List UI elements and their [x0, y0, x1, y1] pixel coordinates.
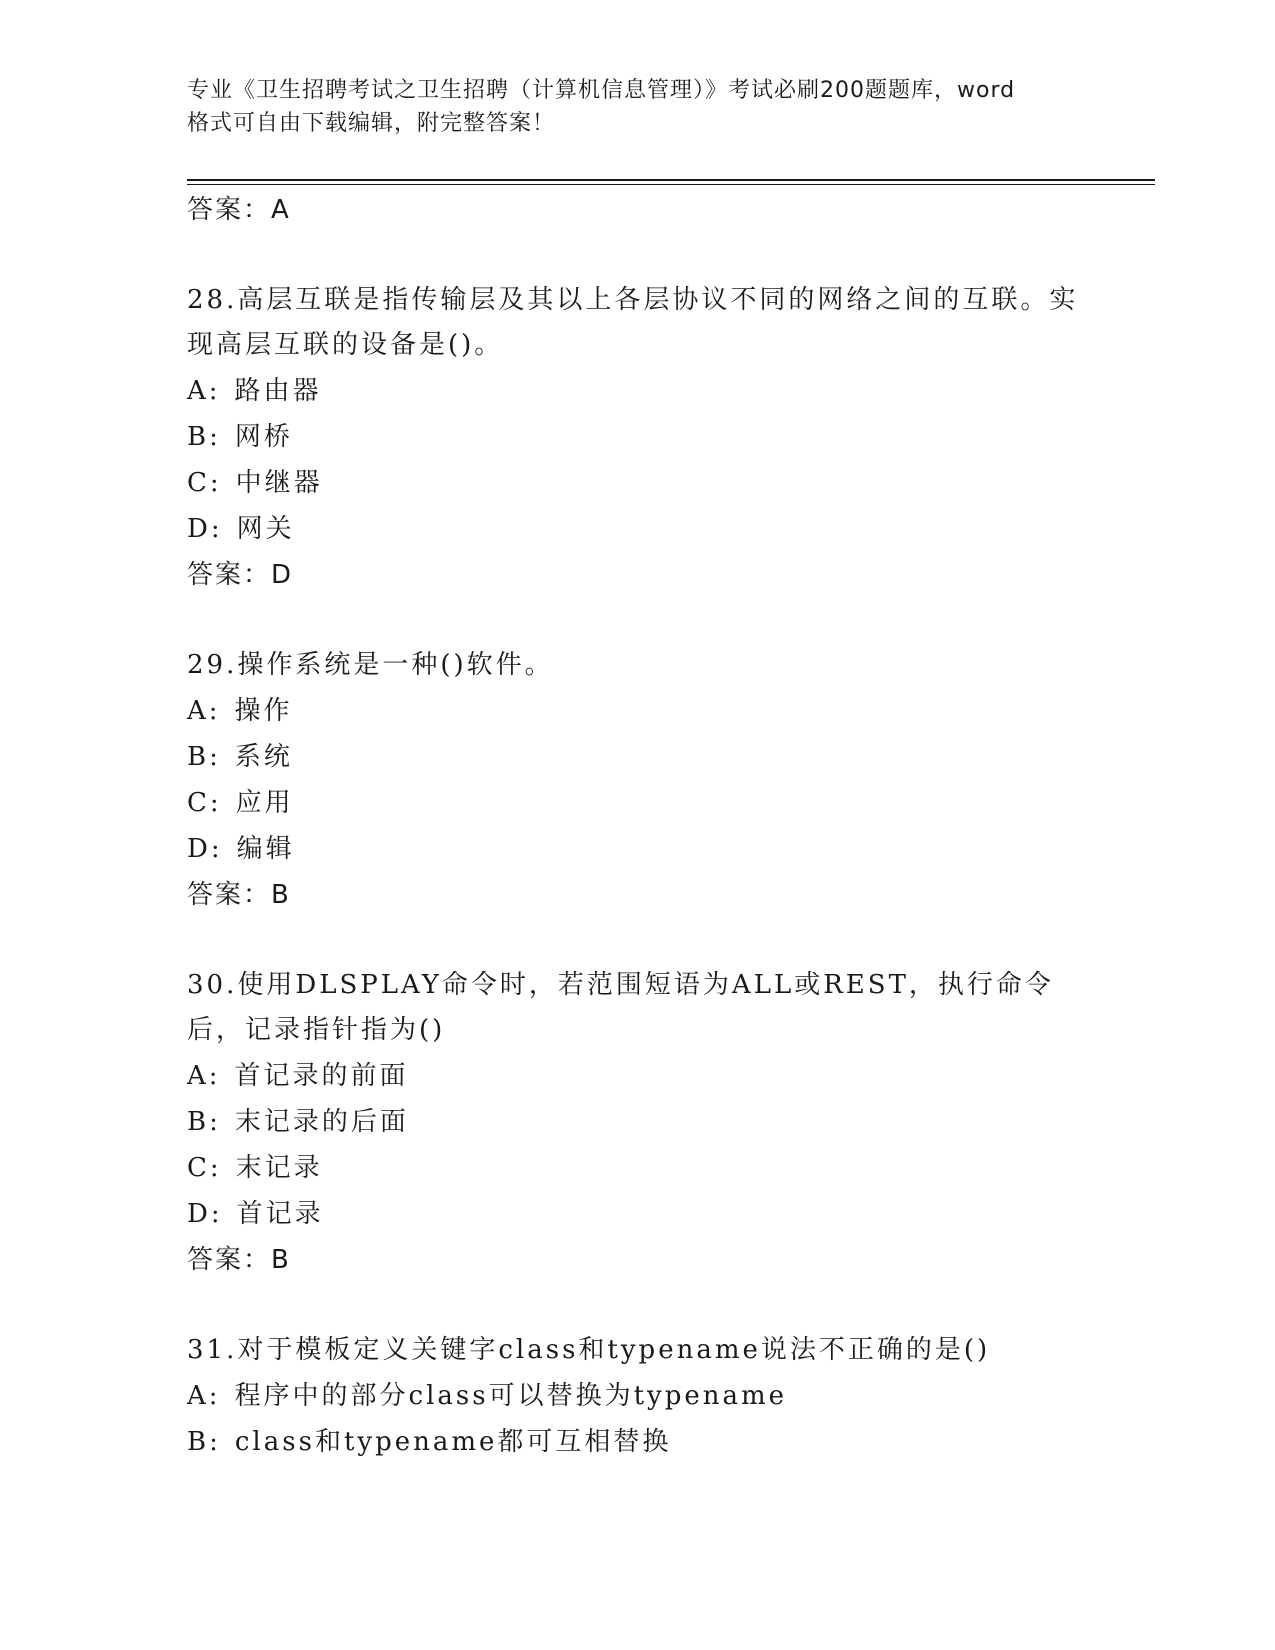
option-text: 中继器 [235, 468, 323, 498]
option-d [187, 506, 1155, 552]
option-letter: C: [187, 788, 222, 818]
option-text: 路由器 [234, 376, 322, 406]
option-text: 网桥 [234, 422, 293, 452]
answer-line [187, 552, 1155, 598]
option-letter: A: [187, 696, 221, 726]
answer-value: A [271, 195, 289, 225]
option-b [187, 1099, 1155, 1145]
option-letter: D: [187, 514, 223, 544]
option-text: 首记录 [236, 1199, 324, 1229]
option-letter: B: [187, 742, 221, 772]
question-text: 28.高层互联是指传输层及其以上各层协议不同的网络之间的互联。实现高层互联的设备是()。 [187, 285, 1079, 360]
answer-line [187, 872, 1155, 918]
option-text: 系统 [234, 742, 293, 772]
answer-value: B [271, 880, 289, 910]
option-c [187, 460, 1155, 506]
answer-label: 答案： [187, 1245, 272, 1275]
option-b [187, 414, 1155, 460]
option-text: 首记录的前面 [234, 1061, 409, 1091]
option-a [187, 1373, 1155, 1419]
option-letter: A: [187, 1061, 221, 1091]
answer-value: D [271, 560, 292, 590]
option-text: class和typename都可互相替换 [234, 1427, 672, 1457]
option-letter: B: [187, 1107, 221, 1137]
option-c [187, 780, 1155, 826]
option-text: 应用 [235, 788, 294, 818]
option-letter: A: [187, 1381, 221, 1411]
answer-label: 答案： [187, 880, 272, 910]
question-block [187, 278, 1155, 598]
option-text: 网关 [236, 514, 295, 544]
document-header [187, 74, 1087, 140]
question-text: 29.操作系统是一种()软件。 [187, 650, 554, 680]
option-letter: D: [187, 1199, 223, 1229]
option-c [187, 1145, 1155, 1191]
option-b [187, 1419, 1155, 1465]
question-block [187, 963, 1155, 1283]
option-letter: D: [187, 834, 223, 864]
option-text: 末记录 [235, 1153, 323, 1183]
question-text: 31.对于模板定义关键字class和typename说法不正确的是() [187, 1335, 991, 1365]
option-a [187, 688, 1155, 734]
answer-label: 答案： [187, 195, 272, 225]
option-letter: B: [187, 422, 221, 452]
header-divider-thick [187, 179, 1155, 181]
option-text: 操作 [234, 696, 293, 726]
option-text: 末记录的后面 [234, 1107, 409, 1137]
answer-line [187, 187, 1155, 233]
header-divider-thin [187, 184, 1155, 185]
option-a [187, 1053, 1155, 1099]
option-letter: B: [187, 1427, 221, 1457]
question-block [187, 1328, 1155, 1465]
option-d [187, 1191, 1155, 1237]
option-text: 编辑 [236, 834, 295, 864]
option-letter: A: [187, 376, 221, 406]
answer-label: 答案： [187, 560, 272, 590]
question-list [187, 187, 1155, 1465]
header-line-2: 格式可自由下载编辑，附完整答案！ [187, 111, 556, 136]
answer-line [187, 1237, 1155, 1283]
option-text: 程序中的部分class可以替换为typename [234, 1381, 788, 1411]
header-line-1: 专业《卫生招聘考试之卫生招聘（计算机信息管理）》考试必刷200题题库，word [187, 78, 1016, 103]
option-letter: C: [187, 1153, 222, 1183]
document-page [187, 0, 1155, 1650]
option-a [187, 368, 1155, 414]
answer-value: B [271, 1245, 289, 1275]
question-text: 30.使用DLSPLAY命令时，若范围短语为ALL或REST，执行命令后，记录指针指为() [187, 970, 1054, 1045]
question-block [187, 643, 1155, 918]
option-d [187, 826, 1155, 872]
option-b [187, 734, 1155, 780]
option-letter: C: [187, 468, 222, 498]
